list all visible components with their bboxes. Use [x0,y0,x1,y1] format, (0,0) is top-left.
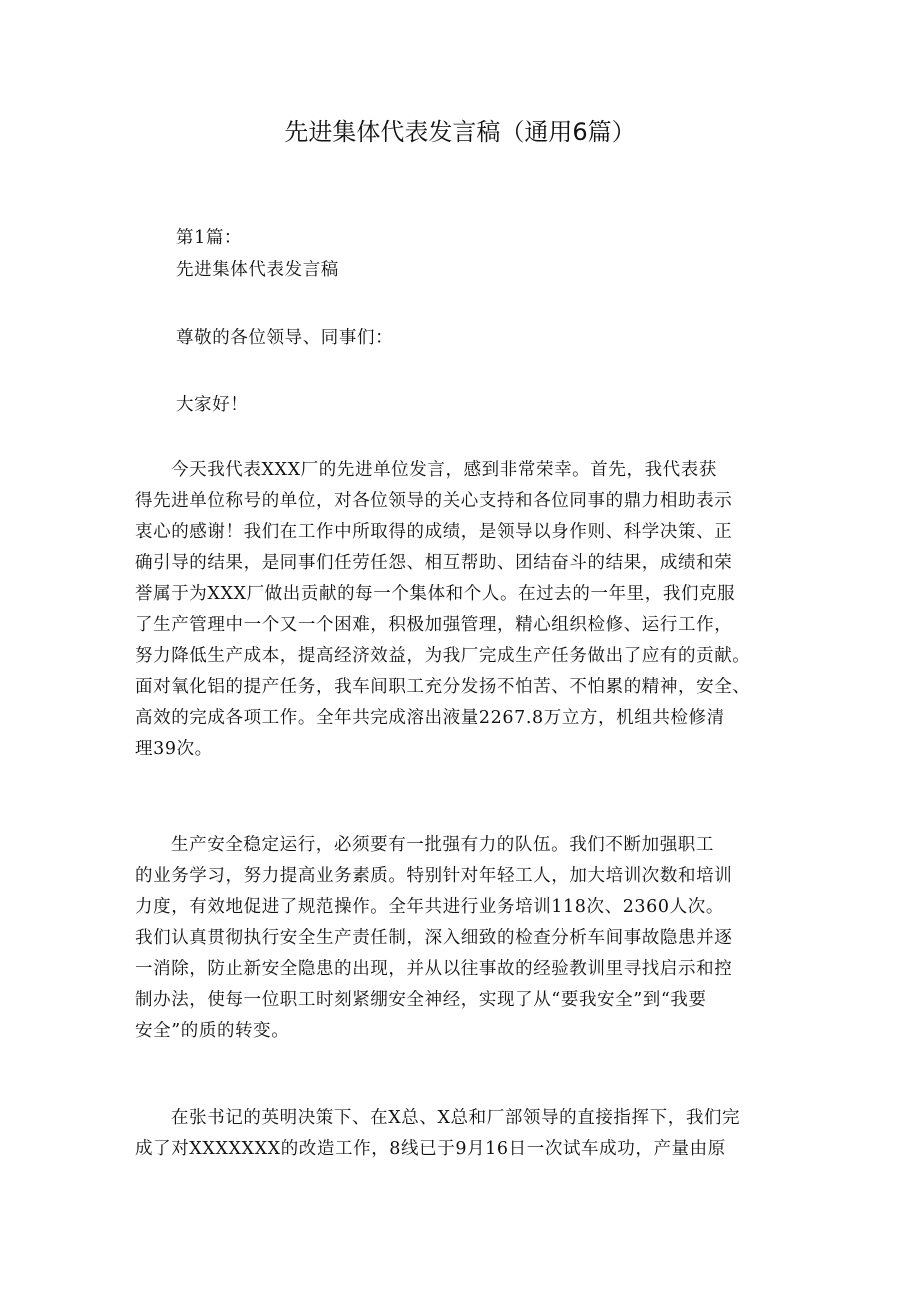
paragraph-line: 生产安全稳定运行，必须要有一批强有力的队伍。我们不断加强职工 [171,835,714,855]
paragraph-line: 的业务学习，努力提高业务素质。特别针对年轻工人，加大培训次数和培训 [135,866,733,886]
salutation: 尊敬的各位领导、同事们： [176,328,394,348]
paragraph-line: 面对氧化铝的提产任务，我车间职工充分发扬不怕苦、不怕累的精神，安全、 [135,677,751,697]
paragraph-line: 一消除，防止新安全隐患的出现，并从以往事故的经验教训里寻找启示和控 [135,959,733,979]
paragraph-line: 高效的完成各项工作。全年共完成溶出液量2267.8万立方，机组共检修清 [135,708,725,728]
chapter-label: 第1篇： [176,228,243,248]
paragraph-line: 了生产管理中一个又一个困难，积极加强管理，精心组织检修、运行工作， [135,615,733,635]
paragraph-line: 衷心的感谢！我们在工作中所取得的成绩，是领导以身作则、科学决策、正 [135,522,733,542]
paragraph-line: 得先进单位称号的单位，对各位领导的关心支持和各位同事的鼎力相助表示 [135,491,733,511]
paragraph-line: 确引导的结果，是同事们任劳任怨、相互帮助、团结奋斗的结果，成绩和荣 [135,553,733,573]
paragraph-line: 在张书记的英明决策下、在X总、X总和厂部领导的直接指挥下，我们完 [171,1108,741,1128]
paragraph-line: 理39次。 [135,739,213,759]
paragraph-1 [135,455,790,765]
paragraph-line: 制办法，使每一位职工时刻紧绷安全神经，实现了从“要我安全”到“我要 [135,990,707,1010]
paragraph-line: 今天我代表XXX厂的先进单位发言，感到非常荣幸。首先，我代表获 [171,460,717,480]
chapter-title: 先进集体代表发言稿 [176,260,339,280]
paragraph-line: 我们认真贯彻执行安全生产责任制，深入细致的检查分析车间事故隐患并逐 [135,928,733,948]
paragraph-line: 安全”的质的转变。 [135,1021,290,1041]
document-title: 先进集体代表发言稿（通用6篇） [284,118,636,146]
paragraph-3 [135,1103,790,1165]
greeting: 大家好！ [176,395,249,415]
paragraph-line: 誉属于为XXX厂做出贡献的每一个集体和个人。在过去的一年里，我们克服 [135,584,736,604]
paragraph-2 [135,830,790,1047]
paragraph-line: 努力降低生产成本，提高经济效益，为我厂完成生产任务做出了应有的贡献。 [135,646,751,666]
paragraph-line: 成了对XXXXXXX的改造工作，8线已于9月16日一次试车成功，产量由原 [135,1139,726,1159]
paragraph-line: 力度，有效地促进了规范操作。全年共进行业务培训118次、2360人次。 [135,897,724,917]
